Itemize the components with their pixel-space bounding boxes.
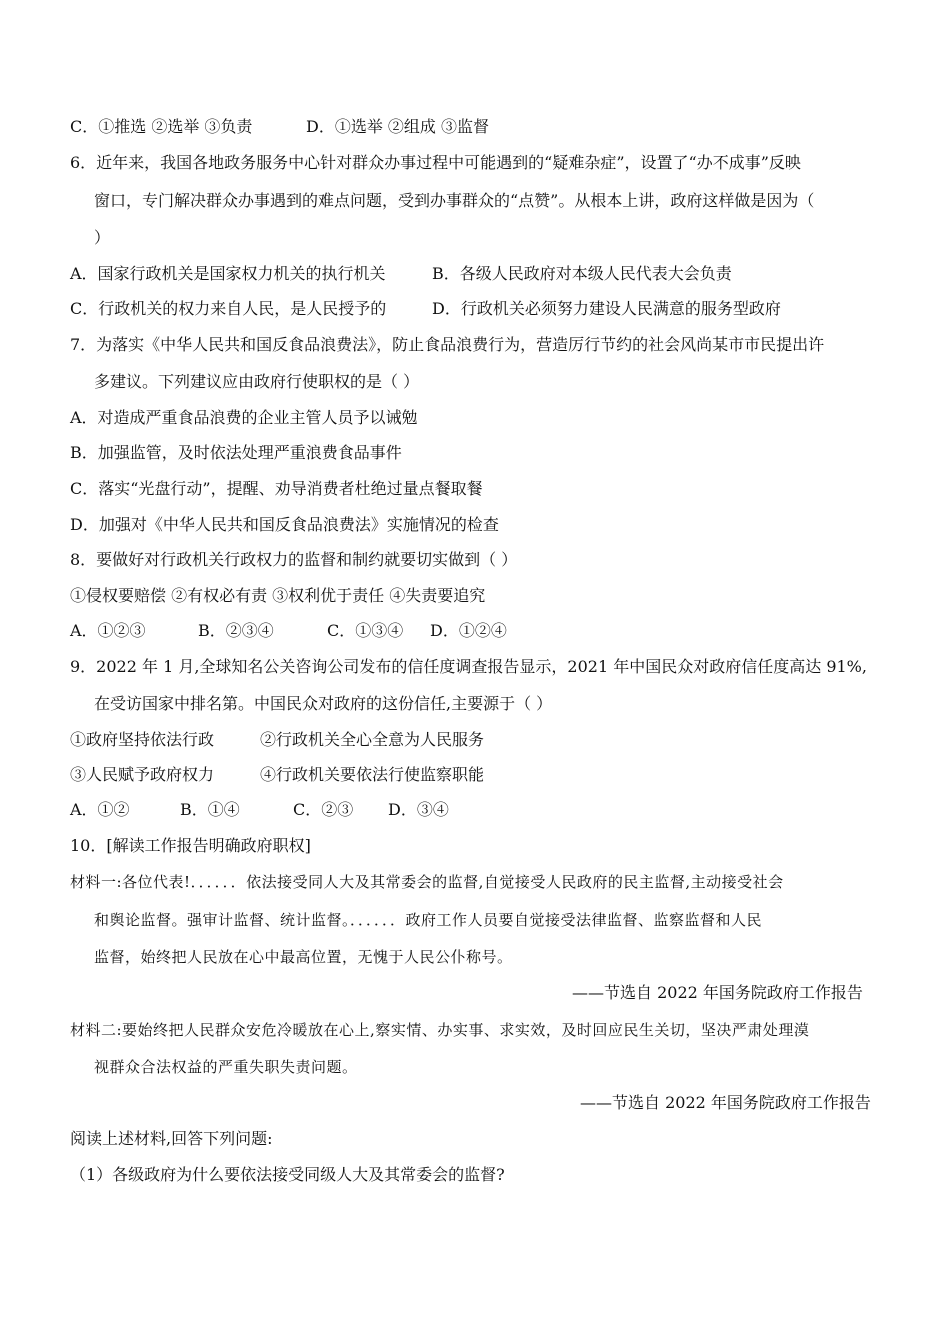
q8-option-d: D．①②④ [430, 621, 507, 640]
option-c-prev: C．①推选 ②选举 ③负责 [70, 117, 253, 136]
q7-option-c: C．落实“光盘行动”，提醒、劝导消费者杜绝过量点餐取餐 [70, 479, 483, 498]
q7-option-a: A．对造成严重食品浪费的企业主管人员予以诫勉 [70, 408, 418, 427]
q6-stem-line1: 6．近年来，我国各地政务服务中心针对群众办事过程中可能遇到的“疑难杂症”，设置了“办不成事”反映 [70, 153, 801, 172]
q9-option-c: C．②③ [293, 800, 354, 819]
q9-statement-1: ①政府坚持依法行政 [70, 730, 215, 749]
q8-statements: ①侵权要赔偿 ②有权必有责 ③权利优于责任 ④失责要追究 [70, 586, 486, 605]
q8-option-a: A．①②③ [70, 621, 146, 640]
q9-statement-2: ②行政机关全心全意为人民服务 [260, 730, 485, 749]
material2-line1: 材料二:要始终把人民群众安危冷暖放在心上,察实情、办实事、求实效，及时回应民生关切，坚决严肃处理漠 [70, 1021, 810, 1039]
q6-option-d: D．行政机关必须努力建设人民满意的服务型政府 [432, 299, 781, 318]
q6-option-a: A．国家行政机关是国家权力机关的执行机关 [70, 264, 386, 283]
q10-title: 10．[解读工作报告明确政府职权] [70, 836, 311, 855]
material1-line2: 和舆论监督。强审计监督、统计监督。．．．．．．政府工作人员要自觉接受法律监督、监察监督和人民 [94, 911, 763, 929]
material1-line3: 监督，始终把人民放在心中最高位置，无愧于人民公仆称号。 [94, 948, 513, 966]
q9-option-a: A．①② [70, 800, 130, 819]
q6-option-c: C．行政机关的权力来自人民，是人民授予的 [70, 299, 387, 318]
q9-statement-4: ④行政机关要依法行使监察职能 [260, 765, 485, 784]
q7-option-b: B．加强监管，及时依法处理严重浪费食品事件 [70, 443, 402, 462]
material2-source: ——节选自 2022 年国务院政府工作报告 [580, 1093, 871, 1112]
q6-stem-line3: ） [94, 228, 111, 247]
q9-stem-line1: 9．2022 年 1 月,全球知名公关咨询公司发布的信任度调查报告显示，2021 年中国民众对政府信任度高达 91%, [70, 657, 867, 676]
q7-stem-line1: 7．为落实《中华人民共和国反食品浪费法》，防止食品浪费行为，营造厉行节约的社会风尚某市市民提出许 [70, 335, 825, 354]
material1-source: ——节选自 2022 年国务院政府工作报告 [572, 983, 863, 1002]
q9-option-b: B．①④ [180, 800, 240, 819]
q6-stem-line2: 窗口，专门解决群众办事遇到的难点问题，受到办事群众的“点赞”。从根本上讲，政府这样做是因为（ [94, 191, 815, 210]
reading-instruction: 阅读上述材料,回答下列问题: [70, 1129, 273, 1148]
q7-option-d: D．加强对《中华人民共和国反食品浪费法》实施情况的检查 [70, 515, 499, 534]
q8-option-c: C．①③④ [327, 621, 404, 640]
sub-question-1: （1）各级政府为什么要依法接受同级人大及其常委会的监督? [70, 1165, 505, 1184]
q9-option-d: D．③④ [388, 800, 449, 819]
q9-statement-3: ③人民赋予政府权力 [70, 765, 215, 784]
option-row-prev [70, 117, 490, 137]
material1-line1: 材料一:各位代表!．．．．．．依法接受同人大及其常委会的监督,自觉接受人民政府的民主监督,主动接受社会 [70, 873, 784, 891]
option-d-prev: D．①选举 ②组成 ③监督 [306, 117, 490, 136]
q8-stem: 8．要做好对行政机关行政权力的监督和制约就要切实做到（ ） [70, 550, 518, 569]
q7-stem-line2: 多建议。下列建议应由政府行使职权的是（ ） [94, 372, 420, 391]
q8-option-b: B．②③④ [198, 621, 274, 640]
q6-option-b: B．各级人民政府对本级人民代表大会负责 [432, 264, 732, 283]
material2-line2: 视群众合法权益的严重失职失责问题。 [94, 1058, 358, 1076]
q9-stem-line2: 在受访国家中排名第。中国民众对政府的这份信任,主要源于（ ） [94, 694, 553, 713]
